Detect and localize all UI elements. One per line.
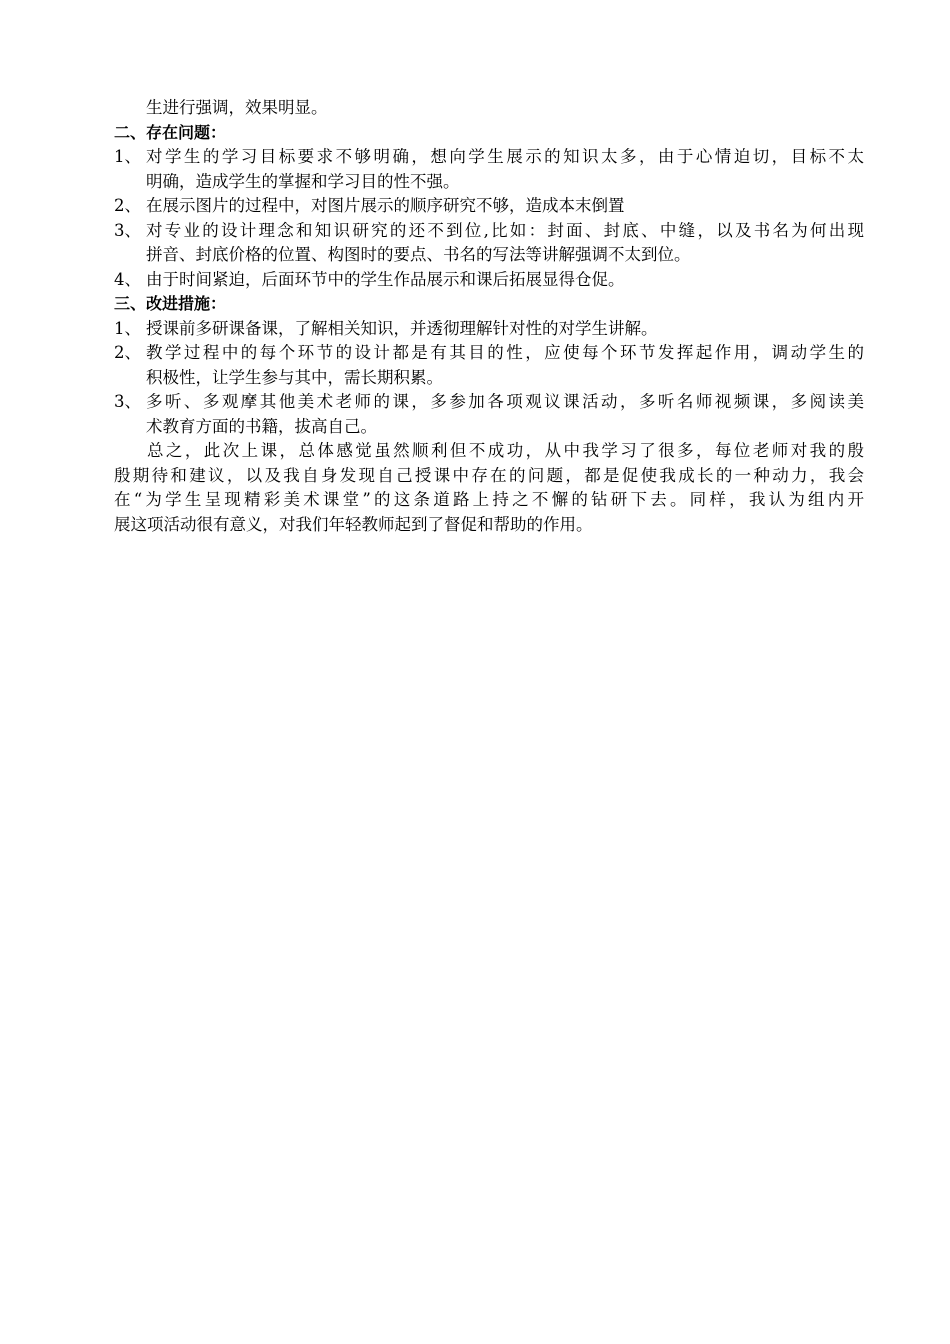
- list-item: [114, 145, 864, 194]
- list-item-number: 1、: [114, 147, 141, 166]
- list-item-text: 对学生的学习目标要求不够明确，想向学生展示的知识太多，由于心情迫切，目标不太: [146, 147, 864, 166]
- list-item-number: 2、: [114, 343, 141, 362]
- list-item: [114, 219, 864, 268]
- list-item-text: 明确，造成学生的掌握和学习目的性不强。: [146, 171, 460, 191]
- list-item: [114, 194, 864, 219]
- list-item-text: 由于时间紧迫，后面环节中的学生作品展示和课后拓展显得仓促。: [146, 269, 625, 289]
- paragraph-line: 展这项活动很有意义，对我们年轻教师起到了督促和帮助的作用。: [114, 514, 593, 534]
- list-item-text: 术教育方面的书籍，拔高自己。: [146, 416, 377, 436]
- list-item: [114, 390, 864, 439]
- list-item-text: 教学过程中的每个环节的设计都是有其目的性，应使每个环节发挥起作用，调动学生的: [146, 343, 864, 362]
- list-item: [114, 341, 864, 390]
- list-item-number: 3、: [114, 392, 141, 411]
- list-item-text: 对专业的设计理念和知识研究的还不到位,比如：封面、封底、中缝，以及书名为何出现: [146, 220, 864, 240]
- section-heading-improvements: 三、改进措施：: [114, 294, 227, 313]
- list-item-text: 积极性，让学生参与其中，需长期积累。: [146, 367, 443, 387]
- list-item-text: 拼音、封底价格的位置、构图时的要点、书名的写法等讲解强调不太到位。: [146, 245, 691, 264]
- list-item-text: 授课前多研课备课，了解相关知识，并透彻理解针对性的对学生讲解。: [146, 318, 658, 338]
- intro-continuation: 生进行强调，效果明显。: [146, 98, 328, 117]
- list-item-text: 多听、多观摩其他美术老师的课，多参加各项观议课活动，多听名师视频课，多阅读美: [146, 392, 864, 411]
- list-item: [114, 268, 864, 293]
- paragraph-line: 殷期待和建议，以及我自身发现自己授课中存在的问题，都是促使我成长的一种动力，我会: [114, 465, 864, 485]
- paragraph-line: 总之，此次上课，总体感觉虽然顺利但不成功，从中我学习了很多，每位老师对我的殷: [147, 441, 864, 460]
- list-item-number: 2、: [114, 196, 141, 215]
- list-item-text: 在展示图片的过程中，对图片展示的顺序研究不够，造成本末倒置: [146, 196, 625, 215]
- list-item-number: 3、: [114, 220, 141, 240]
- paragraph-line: 在“为学生呈现精彩美术课堂”的这条道路上持之不懈的钻研下去。同样，我认为组内开: [114, 490, 864, 509]
- section-heading-problems: 二、存在问题：: [114, 122, 227, 142]
- list-item-number: 4、: [114, 269, 141, 289]
- conclusion-paragraph: [114, 439, 864, 537]
- list-item-number: 1、: [114, 318, 141, 338]
- list-item: [114, 317, 864, 342]
- document-body: [114, 96, 864, 537]
